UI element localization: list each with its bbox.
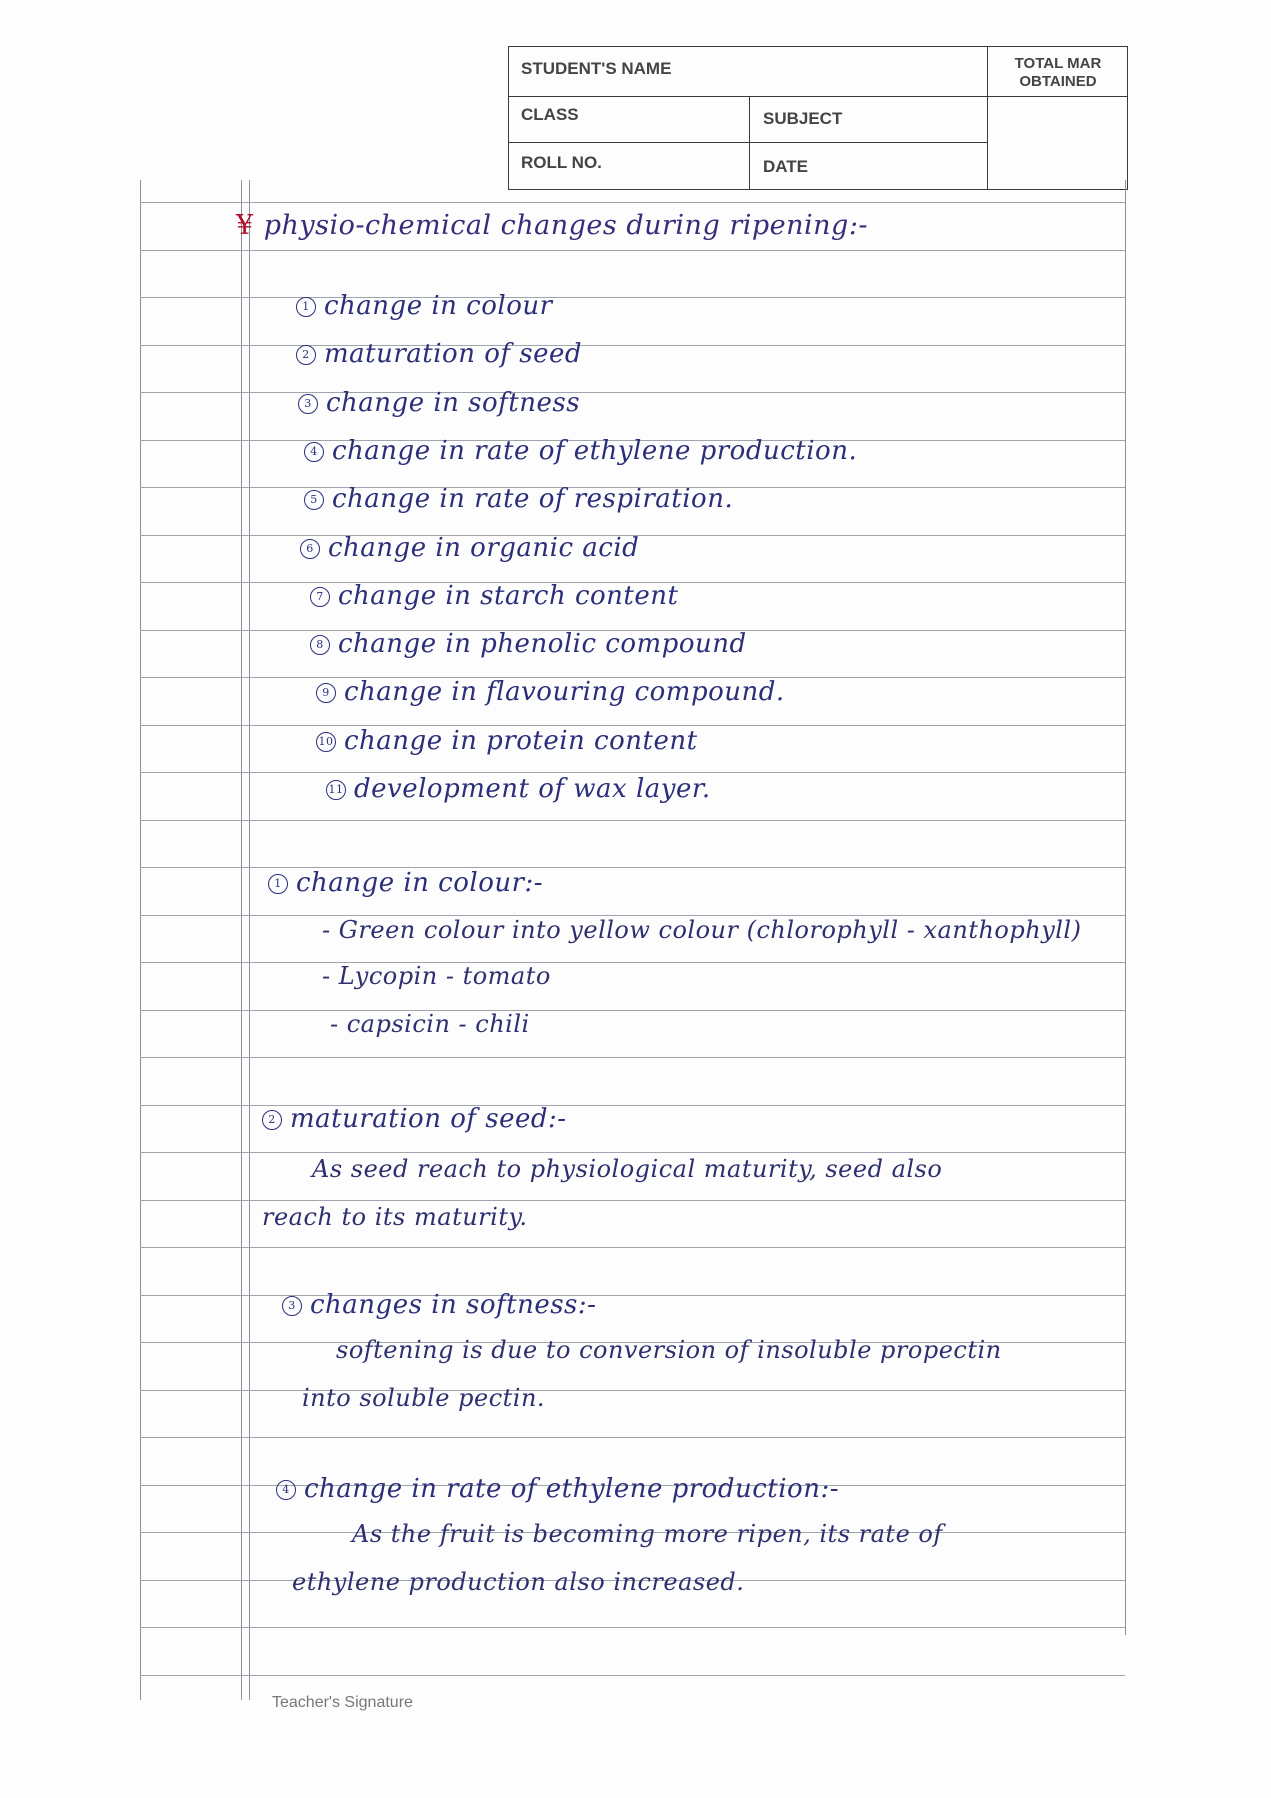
ruled-line: [140, 772, 1125, 773]
section3-line-1: softening is due to conversion of insoluble propectin: [336, 1336, 1002, 1364]
list-item-number: 11: [326, 780, 346, 800]
list-item-text: change in organic acid: [328, 532, 640, 563]
section1-heading: [268, 868, 543, 898]
total-marks-line2: OBTAINED: [1019, 73, 1097, 90]
section3-number: 3: [282, 1296, 302, 1316]
list-item-number: 7: [310, 587, 330, 607]
list-item: [310, 581, 678, 611]
section4-line-2: ethylene production also increased.: [292, 1568, 745, 1596]
title-marker: ¥: [236, 210, 254, 241]
section1-line-3: - capsicin - chili: [330, 1010, 530, 1038]
list-item-text: change in softness: [326, 387, 581, 418]
ruled-line: [140, 962, 1125, 963]
roll-no-label: ROLL NO.: [521, 153, 602, 172]
section3-heading: [282, 1290, 596, 1320]
total-marks-line1: TOTAL MAR: [1014, 55, 1102, 72]
list-item-text: change in flavouring compound.: [344, 677, 785, 708]
ruled-line: [140, 345, 1125, 346]
section2-line-2: reach to its maturity.: [262, 1203, 528, 1231]
section3-line-2: into soluble pectin.: [302, 1384, 546, 1412]
list-item: [326, 774, 711, 804]
list-item: [304, 436, 857, 466]
list-item-number: 10: [316, 732, 336, 752]
section1-heading-text: change in colour:-: [296, 868, 544, 898]
notes-title: [236, 210, 868, 241]
ruled-line: [140, 1437, 1125, 1438]
total-marks-label: [989, 49, 1127, 97]
section2-line-1: As seed reach to physiological maturity, seed also: [312, 1155, 943, 1183]
list-item: [310, 629, 747, 659]
list-item-number: 6: [300, 539, 320, 559]
section1-line-2: - Lycopin - tomato: [322, 962, 551, 990]
ruled-line: [140, 1057, 1125, 1058]
list-item: [296, 291, 553, 321]
sheet-left-edge: [140, 180, 141, 1700]
list-item-text: maturation of seed: [324, 339, 583, 370]
ruled-line: [140, 392, 1125, 393]
ruled-line: [140, 1390, 1125, 1391]
list-item: [316, 726, 698, 756]
section2-number: 2: [262, 1110, 282, 1130]
list-item-text: change in phenolic compound: [338, 629, 747, 660]
section4-heading-text: change in rate of ethylene production:-: [304, 1474, 839, 1504]
list-item-number: 1: [296, 297, 316, 317]
list-item-number: 4: [304, 442, 324, 462]
notes-title-text: physio-chemical changes during ripening:-: [263, 210, 869, 241]
section2-heading-text: maturation of seed:-: [290, 1104, 567, 1134]
student-name-label: STUDENT'S NAME: [521, 59, 672, 78]
subject-label: SUBJECT: [763, 109, 843, 128]
ruled-line: [140, 1010, 1125, 1011]
list-item-number: 2: [296, 345, 316, 365]
section4-line-1: As the fruit is becoming more ripen, its rate of: [352, 1520, 943, 1548]
list-item-text: change in rate of respiration.: [332, 484, 734, 515]
section3-heading-text: changes in softness:-: [310, 1290, 597, 1320]
ruled-line: [140, 250, 1125, 251]
date-label: DATE: [763, 157, 809, 176]
list-item: [296, 339, 582, 369]
teacher-signature-label: Teacher's Signature: [272, 1694, 413, 1711]
list-item-text: development of wax layer.: [354, 774, 711, 804]
list-item-text: change in colour: [324, 291, 553, 321]
class-label: CLASS: [521, 105, 579, 124]
section4-number: 4: [276, 1480, 296, 1500]
ruled-line: [140, 1627, 1125, 1628]
section1-number: 1: [268, 874, 288, 894]
section2-heading: [262, 1104, 567, 1134]
ruled-line: [140, 1152, 1125, 1153]
list-item-number: 8: [310, 635, 330, 655]
list-item-text: change in rate of ethylene production.: [332, 435, 858, 466]
list-item: [316, 677, 785, 707]
list-item: [300, 533, 639, 563]
margin-line-1: [241, 180, 242, 1700]
ruled-line: [140, 1675, 1125, 1676]
ruled-line: [140, 1200, 1125, 1201]
list-item-text: change in starch content: [338, 580, 679, 611]
student-info-table: [508, 46, 1128, 190]
list-item-number: 3: [298, 394, 318, 414]
ruled-line: [140, 202, 1125, 203]
ruled-line: [140, 820, 1125, 821]
sheet-right-edge: [1125, 180, 1126, 1635]
section1-line-1: - Green colour into yellow colour (chlorophyll - xanthophyll): [322, 916, 1082, 944]
margin-line-2: [249, 180, 250, 1700]
list-item-number: 5: [304, 490, 324, 510]
section4-heading: [276, 1474, 839, 1504]
ruled-line: [140, 1247, 1125, 1248]
list-item-text: change in protein content: [344, 725, 698, 756]
ruled-line: [140, 297, 1125, 298]
list-item: [304, 484, 733, 514]
list-item-number: 9: [316, 683, 336, 703]
list-item: [298, 388, 580, 418]
